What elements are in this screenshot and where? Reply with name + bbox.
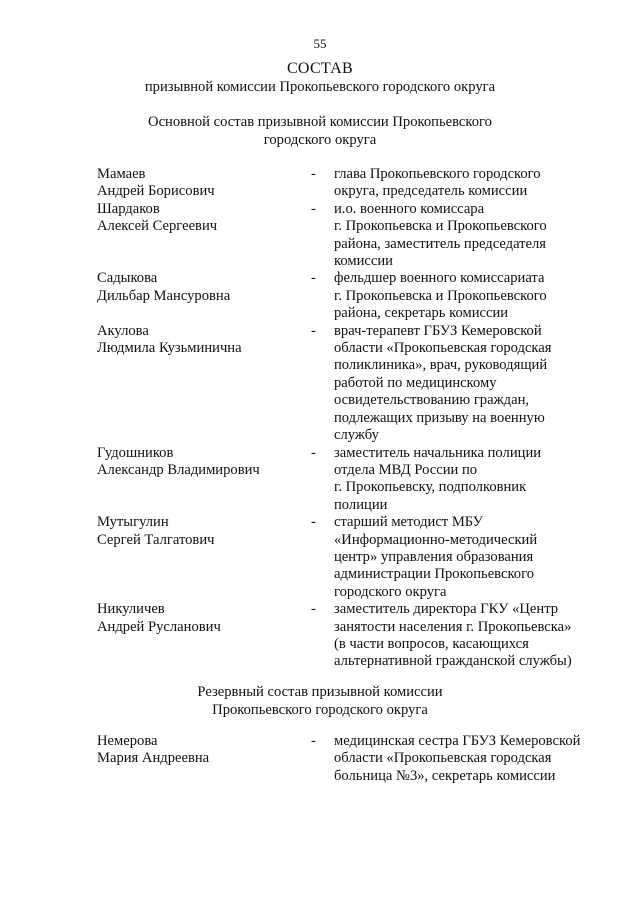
member-role [334, 201, 592, 271]
member-entry [97, 201, 597, 271]
member-entry [97, 733, 597, 785]
reserve-section-heading [0, 683, 640, 719]
member-role-line: г. Прокопьевска и Прокопьевского [334, 287, 547, 304]
reserve-section-title-line: Прокопьевского городского округа [212, 702, 428, 718]
member-name [97, 514, 311, 601]
member-role-line: г. Прокопьевску, подполковник [334, 479, 527, 496]
member-given-name: Алексей Сергеевич [97, 218, 218, 235]
member-name [97, 323, 311, 445]
member-name [97, 601, 311, 671]
member-role-line: врач-терапевт ГБУЗ Кемеровской [334, 322, 542, 339]
member-dash: - [311, 322, 316, 339]
member-surname: Немерова [97, 733, 158, 749]
member-given-name: Мария Андреевна [97, 750, 210, 767]
member-role-line: района, секретарь комиссии [334, 305, 509, 322]
member-role-line: «Информационно-методический [334, 531, 538, 548]
member-dash: - [311, 601, 316, 618]
member-role-line: подлежащих призыву на военную [334, 409, 545, 426]
member-role [334, 445, 592, 515]
member-role-line: больница №3», секретарь комиссии [334, 767, 556, 784]
member-role-line: работой по медицинскому [334, 374, 497, 391]
main-members-list [97, 166, 597, 671]
main-section-title-line: городского округа [263, 132, 377, 148]
member-role [334, 166, 592, 201]
member-surname: Шардаков [97, 200, 160, 217]
member-role-line: глава Прокопьевского городского [334, 166, 541, 182]
member-dash: - [311, 200, 316, 217]
member-given-name: Александр Владимирович [97, 461, 260, 478]
member-name [97, 166, 311, 201]
member-given-name: Андрей Русланович [97, 618, 221, 635]
member-role-line: освидетельствованию граждан, [334, 392, 530, 409]
member-dash: - [311, 444, 316, 461]
member-role-line: поликлиника», врач, руководящий [334, 357, 548, 374]
member-entry [97, 323, 597, 445]
member-role-line: и.о. военного комиссара [334, 200, 485, 217]
member-name [97, 445, 311, 515]
member-role-line: области «Прокопьевская городская [334, 750, 552, 767]
member-role-line: службу [334, 427, 379, 444]
member-entry [97, 601, 597, 671]
member-role-line: г. Прокопьевска и Прокопьевского [334, 218, 547, 235]
member-role-line: центр» управления образования [334, 548, 534, 565]
page-number: 55 [313, 36, 327, 51]
member-role-line: медицинская сестра ГБУЗ Кемеровской [334, 733, 581, 749]
member-role [334, 601, 592, 671]
member-role [334, 733, 592, 785]
member-role-line: округа, председатель комиссии [334, 183, 528, 200]
member-role-line: района, заместитель председателя [334, 235, 547, 252]
member-role-line: области «Прокопьевская городская [334, 340, 552, 357]
member-role-line: администрации Прокопьевского [334, 566, 535, 583]
member-role-line: фельдшер военного комиссариата [334, 270, 545, 287]
member-dash: - [311, 514, 316, 531]
member-dash: - [311, 166, 316, 182]
document-heading [0, 60, 640, 96]
member-role-line: занятости населения г. Прокопьевска» [334, 618, 572, 635]
member-role [334, 323, 592, 445]
member-entry [97, 445, 597, 515]
member-name [97, 270, 311, 322]
member-name [97, 201, 311, 271]
document-title: СОСТАВ [286, 60, 354, 77]
member-role-line: заместитель начальника полиции [334, 444, 542, 461]
member-role-line: комиссии [334, 253, 393, 270]
main-section-heading [0, 113, 640, 149]
member-given-name: Сергей Талгатович [97, 531, 215, 548]
main-section-title-line: Основной состав призывной комиссии Прокопьевского [148, 114, 492, 130]
member-surname: Садыкова [97, 270, 158, 287]
member-name [97, 733, 311, 785]
member-given-name: Людмила Кузьминична [97, 340, 242, 357]
member-surname: Мамаев [97, 166, 146, 182]
member-surname: Никуличев [97, 601, 165, 618]
member-entry [97, 270, 597, 322]
reserve-section-title-line: Резервный состав призывной комиссии [197, 684, 443, 700]
member-dash: - [311, 270, 316, 287]
member-dash: - [311, 733, 316, 749]
member-surname: Акулова [97, 322, 149, 339]
member-role-line: городского округа [334, 583, 447, 600]
member-role [334, 270, 592, 322]
reserve-members-list [97, 733, 597, 785]
member-given-name: Дильбар Мансуровна [97, 287, 231, 304]
member-role-line: старший методист МБУ [334, 514, 484, 531]
member-role-line: отдела МВД России по [334, 461, 478, 478]
document-subtitle: призывной комиссии Прокопьевского городского округа [144, 79, 496, 95]
member-role-line: (в части вопросов, касающихся [334, 635, 529, 652]
member-entry [97, 514, 597, 601]
member-role-line: полиции [334, 496, 388, 513]
member-role [334, 514, 592, 601]
member-entry [97, 166, 597, 201]
member-given-name: Андрей Борисович [97, 183, 215, 200]
member-surname: Мутыгулин [97, 514, 169, 531]
member-surname: Гудошников [97, 444, 174, 461]
member-role-line: альтернативной гражданской службы) [334, 653, 572, 670]
member-role-line: заместитель директора ГКУ «Центр [334, 601, 559, 618]
